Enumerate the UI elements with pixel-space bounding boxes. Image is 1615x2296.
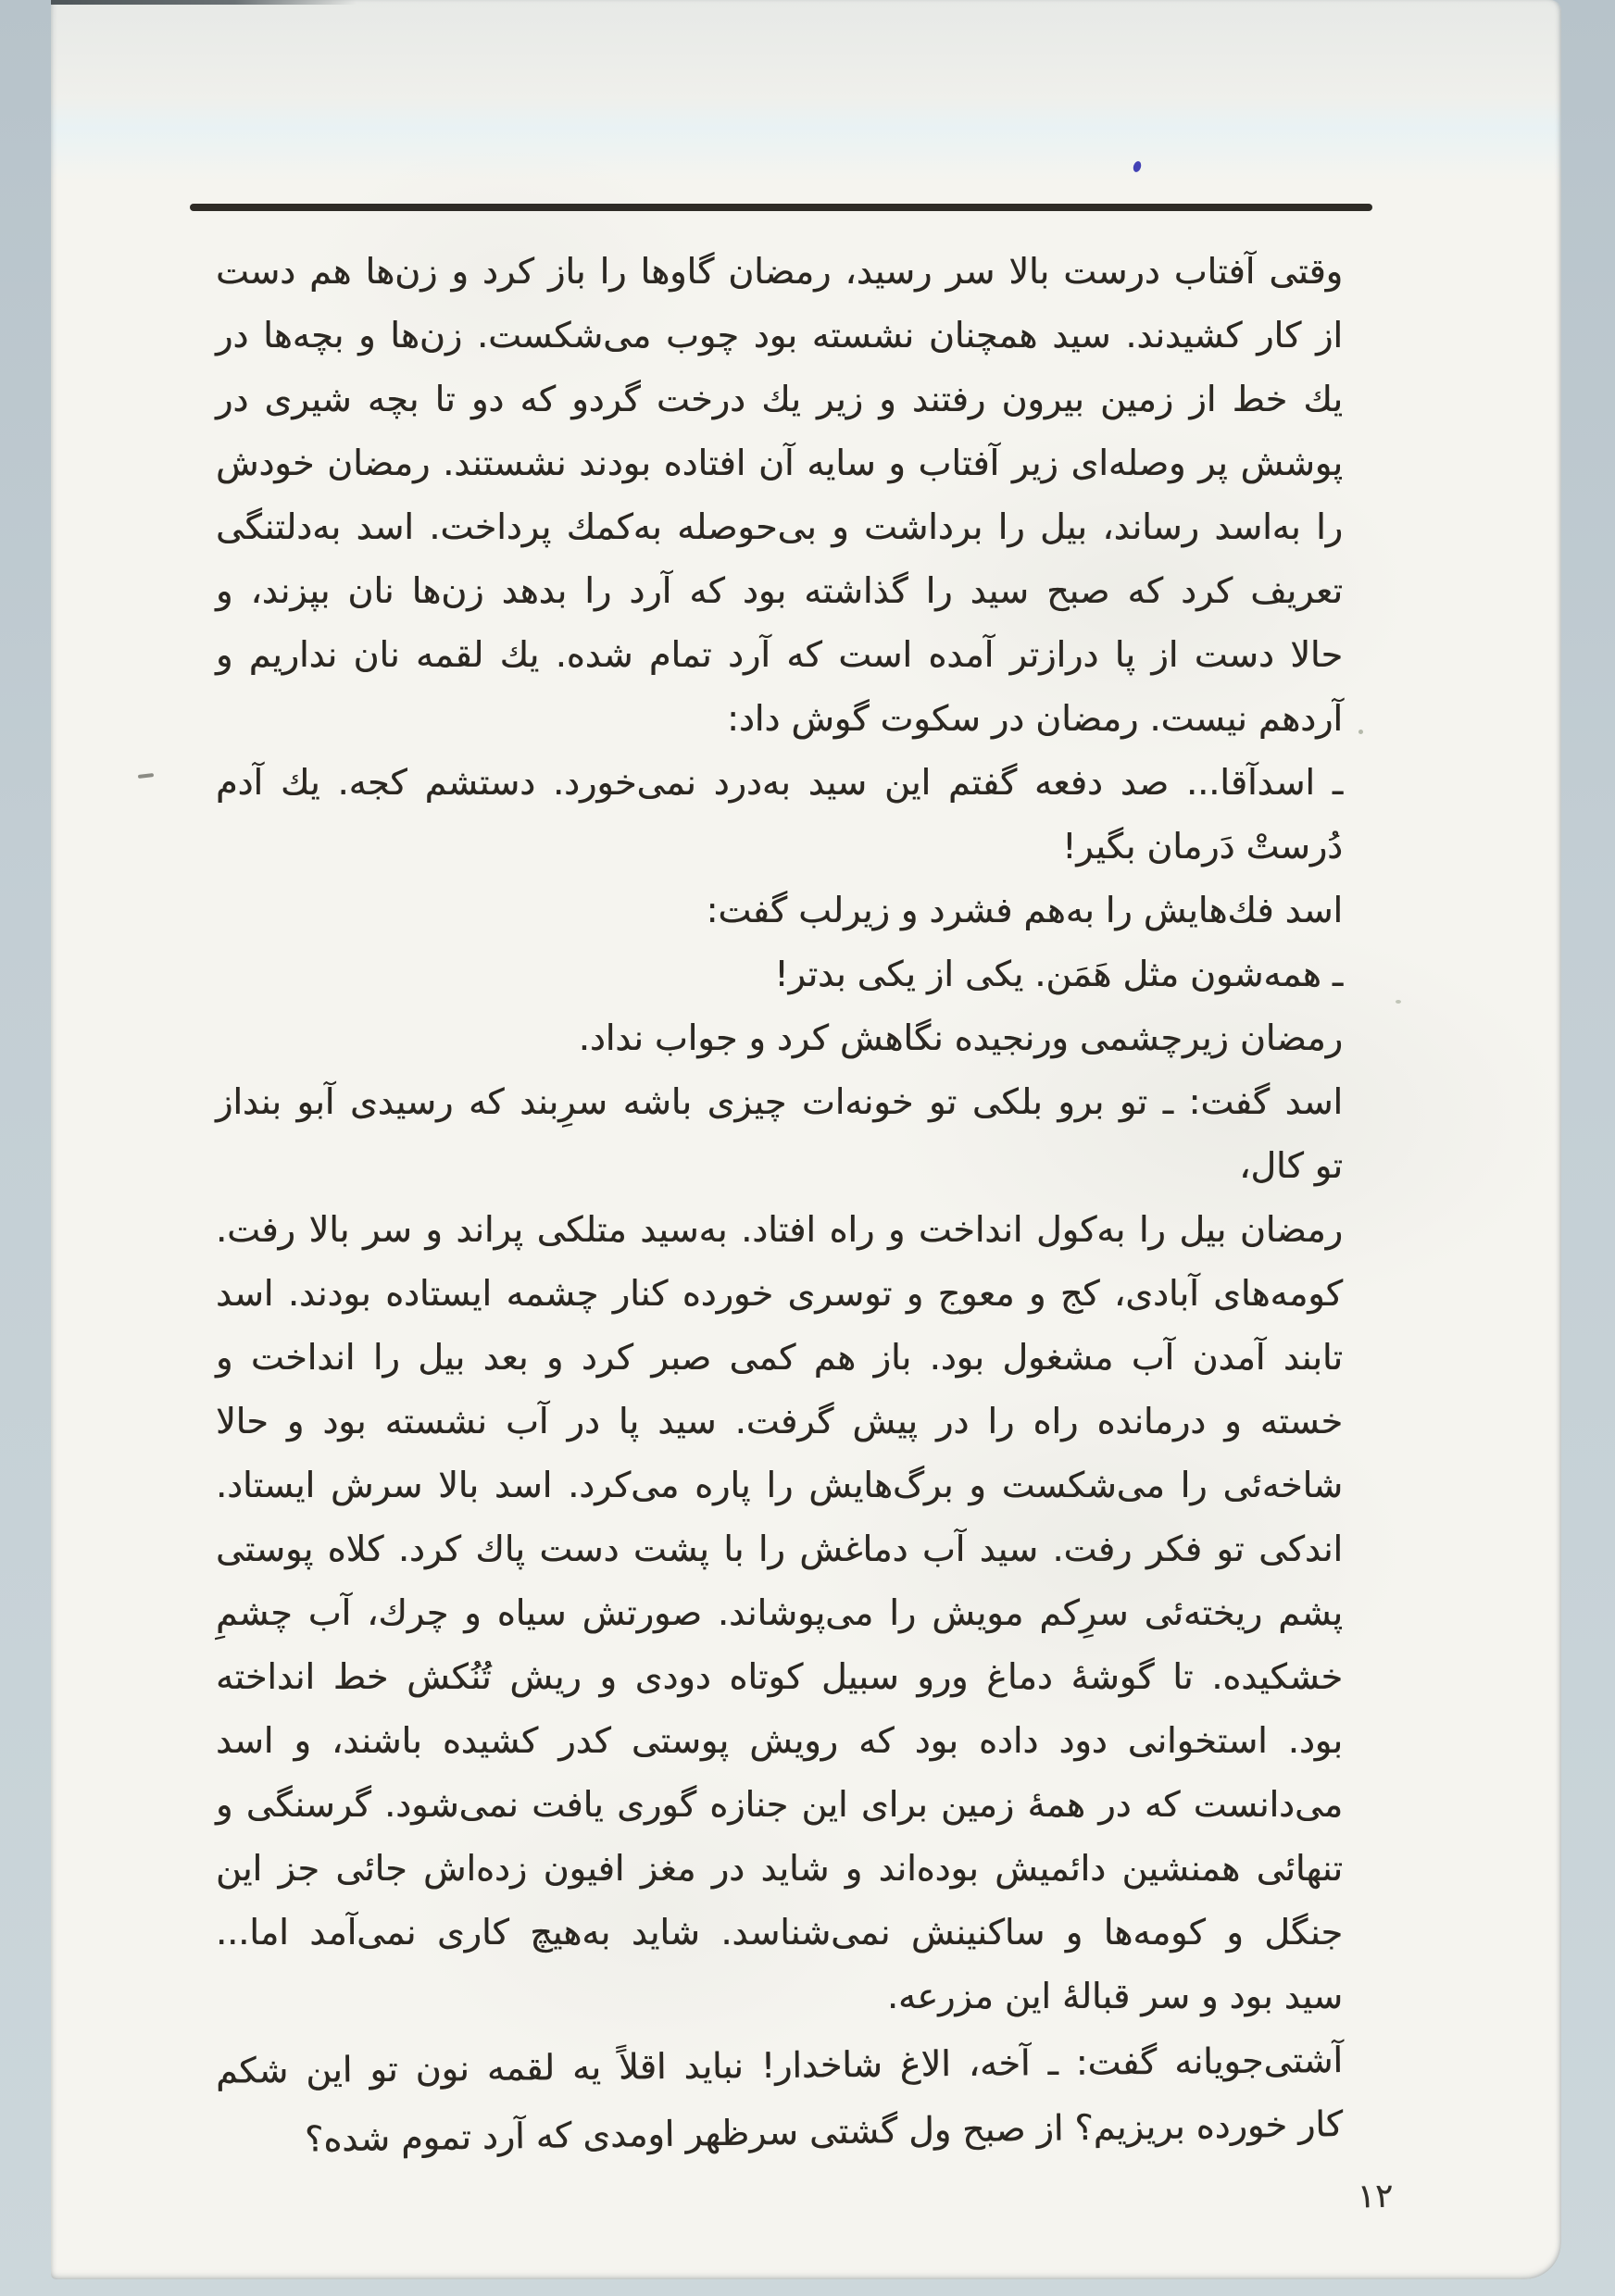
text-line: آشتی‌جویانه گفت: ـ آخه، الاغ شاخدار! نباید اقلاً یه لقمه نون تو این شکم xyxy=(215,2040,1344,2091)
book-page xyxy=(51,0,1561,2279)
paper-speck-artifact xyxy=(1396,1000,1401,1004)
text-block xyxy=(215,240,1344,2160)
text-line: پشم ریخته‌ئی سرِکم مویش را می‌پوشاند. صورتش سیاه و چرك، آب چشمِ xyxy=(216,1592,1343,1633)
text-line: کومه‌های آبادی، کج و معوج و توسری خورده کنار چشمه ایستاده بودند. اسد xyxy=(216,1273,1343,1314)
text-line: تعریف کرد که صبح سید را گذاشته بود که آرد را بدهد زن‌ها نان بپزند، و xyxy=(216,570,1343,611)
text-line: رمضان زیرچشمی ورنجیده نگاهش کرد و جواب نداد. xyxy=(578,1017,1343,1058)
text-line: از کار کشیدند. سید همچنان نشسته بود چوب می‌شکست. زن‌ها و بچه‌ها در xyxy=(216,315,1343,356)
text-line: تو کال، xyxy=(1239,1145,1343,1186)
text-line: حالا دست از پا درازتر آمده است که آرد تمام شده. یك لقمه نان نداریم و xyxy=(216,634,1343,675)
text-line: پوشش پر وصله‌ای زیر آفتاب و سایه آن افتاده بودند نشستند. رمضان خودش xyxy=(216,443,1343,483)
text-line: دُرستْ دَرمان بگیر! xyxy=(1062,826,1343,867)
text-line: جنگل و کومه‌ها و ساکنینش نمی‌شناسد. شاید به‌هیچ کاری نمی‌آمد اما... xyxy=(216,1912,1343,1953)
text-line: اسد گفت: ـ تو برو بلکی تو خونه‌ات چیزی باشه سرِبند که رسیدی آبو بنداز xyxy=(216,1081,1343,1122)
text-line: اندکی تو فکر رفت. سید آب دماغش را با پشت دست پاك کرد. کلاه پوستی xyxy=(216,1529,1343,1569)
paper-speck-artifact xyxy=(1358,730,1363,734)
text-line: رمضان بیل را به‌کول انداخت و راه افتاد. به‌سید متلکی پراند و سر بالا رفت. xyxy=(216,1209,1343,1250)
text-line: بود. استخوانی دود داده بود که رویش پوستی کدر کشیده باشند، و اسد xyxy=(216,1720,1343,1761)
page-number: ۱۲ xyxy=(1357,2177,1394,2216)
text-line: آردهم نیست. رمضان در سکوت گوش داد: xyxy=(727,698,1343,739)
scan-edge-shadow xyxy=(51,0,357,5)
gray-dash-artifact xyxy=(138,773,154,779)
text-line: می‌دانست که در همهٔ زمین برای این جنازه گوری یافت نمی‌شود. گرسنگی و xyxy=(216,1784,1343,1825)
blue-ink-dot-artifact xyxy=(1132,160,1142,173)
text-line: خسته و درمانده راه را در پیش گرفت. سید پا در آب نشسته بود و حالا xyxy=(216,1401,1343,1441)
text-line: تنهائی همنشین دائمیش بوده‌اند و شاید در مغز افیون زده‌اش جائی جز این xyxy=(216,1848,1343,1889)
text-line: خشکیده. تا گوشهٔ دماغ ورو سبیل کوتاه دودی و ریش تُنُکش خط انداخته xyxy=(216,1656,1343,1697)
text-line: یك خط از زمین بیرون رفتند و زیر یك درخت گردو که دو تا بچه شیری در xyxy=(216,379,1343,419)
text-line: کار خورده بریزیم؟ از صبح ول گشتی سرظهر اومدی که آرد تموم شده؟ xyxy=(304,2103,1344,2160)
section-divider-rule xyxy=(190,204,1372,211)
text-line: اسد فك‌هایش را به‌هم فشرد و زیرلب گفت: xyxy=(706,890,1343,930)
text-line: سید بود و سر قبالهٔ این مزرعه. xyxy=(886,1976,1343,2016)
text-line: ـ اسدآقا... صد دفعه گفتم این سید به‌درد نمی‌خورد. دستشم کجه. یك آدم xyxy=(216,762,1343,803)
text-line: وقتی آفتاب درست بالا سر رسید، رمضان گاوها را باز کرد و زن‌ها هم دست xyxy=(216,251,1343,292)
text-line: را به‌اسد رساند، بیل را برداشت و بی‌حوصله به‌کمك پرداخت. اسد به‌دلتنگی xyxy=(216,506,1343,547)
text-line: تابند آمدن آب مشغول بود. باز هم کمی صبر کرد و بعد بیل را انداخت و xyxy=(216,1337,1343,1378)
text-line: ـ همه‌شون مثل هَمَن. یکی از یکی بدتر! xyxy=(774,954,1343,994)
text-line: شاخه‌ئی را می‌شکست و برگ‌هایش را پاره می‌کرد. اسد بالا سرش ایستاد. xyxy=(216,1465,1343,1505)
